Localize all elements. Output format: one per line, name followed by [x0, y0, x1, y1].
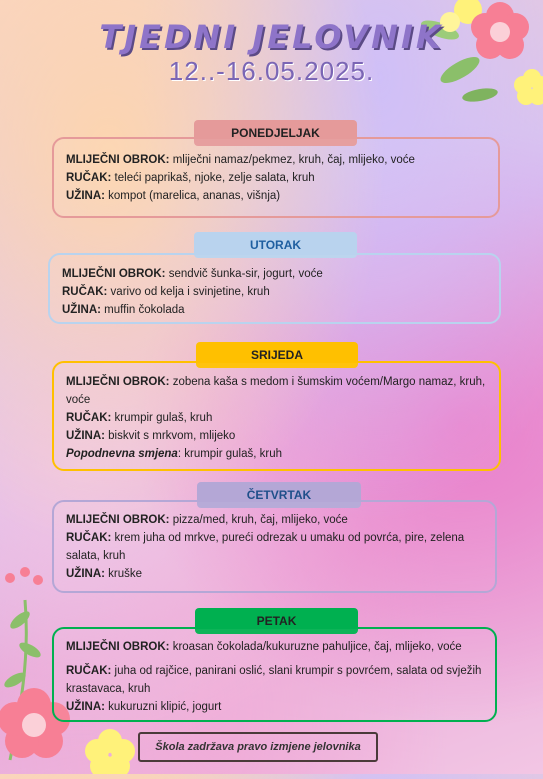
menu-line: RUČAK: krumpir gulaš, kruh [66, 412, 213, 424]
menu-line: MLIJEČNI OBROK: zobena kaša s medom i šumskim voćem/Margo namaz, kruh, voće [66, 376, 486, 406]
footer-note: Škola zadržava pravo izmjene jelovnika [138, 732, 378, 762]
menu-line: UŽINA: kukuruzni klipić, jogurt [66, 701, 222, 713]
day-box-monday [52, 137, 500, 218]
day-label-friday: PETAK [195, 608, 358, 634]
day-label-wednesday: SRIJEDA [196, 342, 358, 368]
day-box-wednesday [52, 361, 501, 471]
menu-line: MLIJEČNI OBROK: mliječni namaz/pekmez, kruh, čaj, mlijeko, voće [66, 154, 415, 166]
day-label-tuesday: UTORAK [194, 232, 357, 258]
menu-line: Popodnevna smjena: krumpir gulaš, kruh [66, 448, 283, 460]
menu-line: UŽINA: kruške [66, 568, 143, 580]
menu-line: RUČAK: varivo od kelja i svinjetine, kruh [62, 286, 270, 298]
menu-line: RUČAK: krem juha od mrkve, pureći odrezak u umaku od povrća, pire, zelena salata, kruh [66, 532, 465, 562]
day-box-thursday [52, 500, 497, 593]
menu-line: MLIJEČNI OBROK: kroasan čokolada/kukuruzne pahuljice, čaj, mlijeko, voće [66, 641, 462, 653]
menu-line: UŽINA: kompot (marelica, ananas, višnja) [66, 190, 281, 202]
menu-line: UŽINA: biskvit s mrkvom, mlijeko [66, 430, 236, 442]
menu-line: MLIJEČNI OBROK: pizza/med, kruh, čaj, mlijeko, voće [66, 514, 348, 526]
menu-line: MLIJEČNI OBROK: sendvič šunka-sir, jogurt, voće [62, 268, 323, 280]
day-label-monday: PONEDJELJAK [194, 120, 357, 146]
menu-title: TJEDNI JELOVNIK [99, 18, 444, 56]
menu-dates: 12..-16.05.2025. [168, 56, 375, 86]
day-box-friday [52, 627, 497, 722]
day-box-tuesday [48, 253, 501, 324]
menu-line: UŽINA: muffin čokolada [62, 304, 185, 316]
menu-line: RUČAK: juha od rajčice, panirani oslić, slani krumpir s povrćem, salata od svježih krastavaca, kruh [66, 665, 482, 695]
day-label-thursday: ČETVRTAK [197, 482, 361, 508]
menu-line: RUČAK: teleći paprikaš, njoke, zelje salata, kruh [66, 172, 315, 184]
